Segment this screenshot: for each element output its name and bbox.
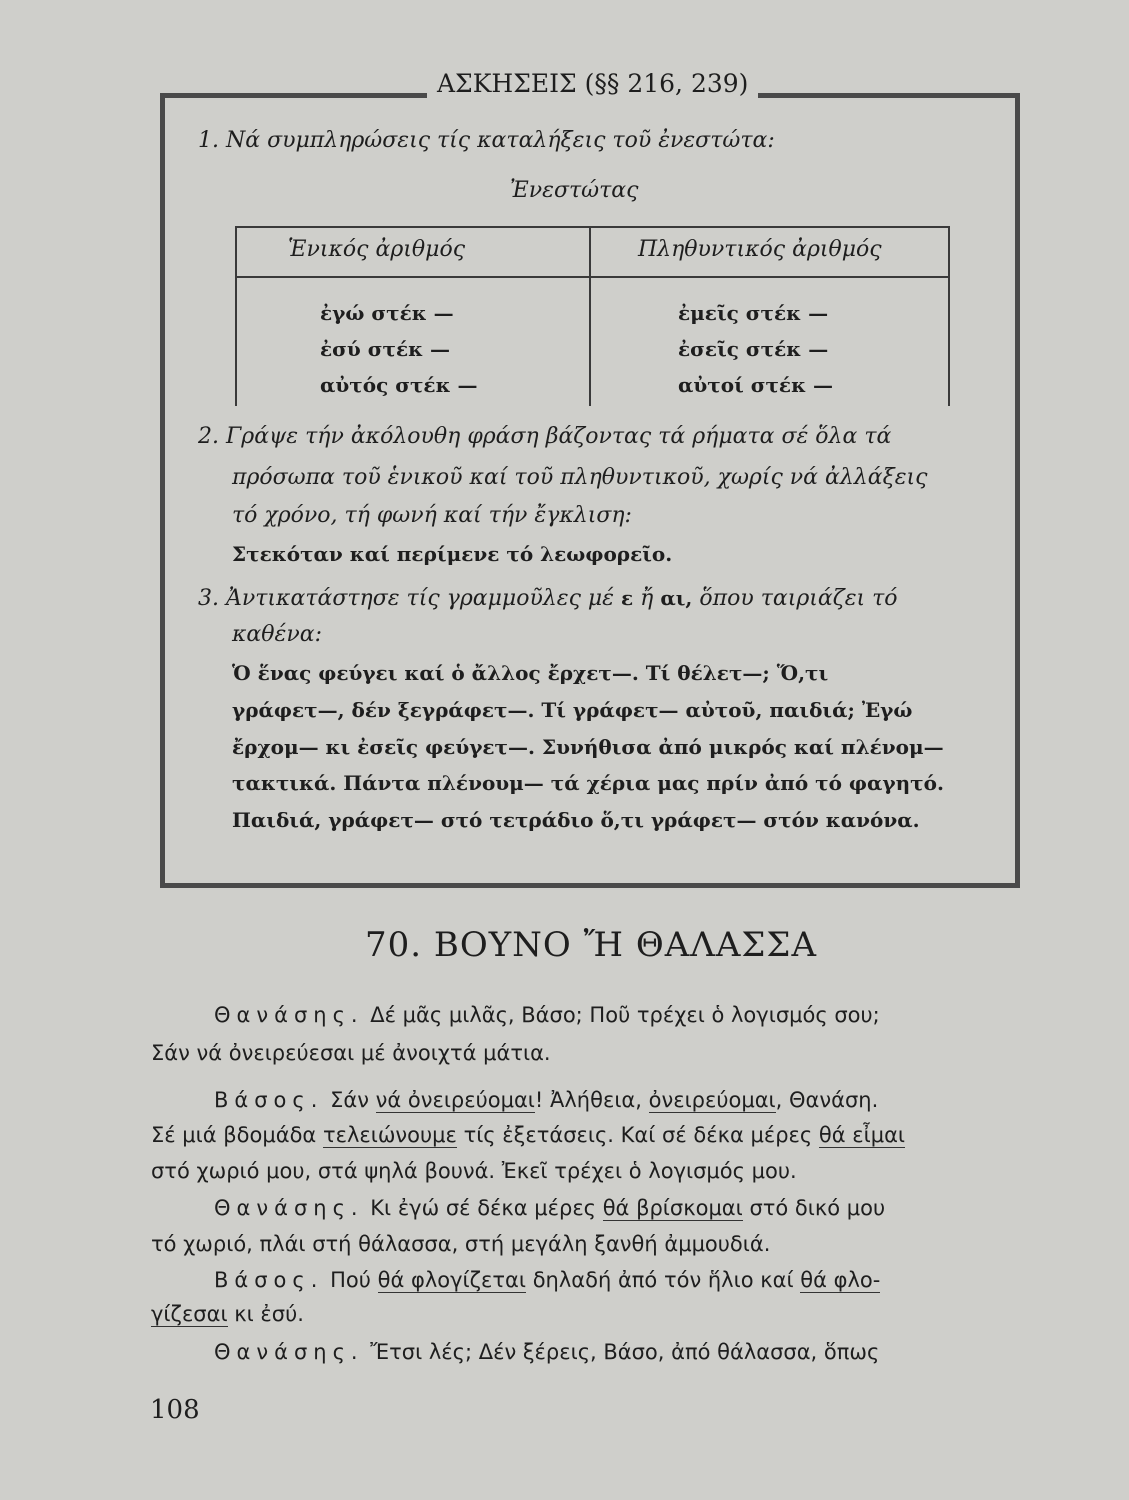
q2-sentence: Στεκόταν καί περίμενε τό λεωφορεῖο. — [232, 542, 673, 566]
dialogue-line: Βάσος. Πού θά φλογίζεται δηλαδή ἀπό τόν ἥλιο καί θά φλο- — [214, 1268, 881, 1292]
q2-number: 2. — [198, 424, 219, 449]
dialogue-line: Σάν νά ὀνειρεύεσαι μέ ἀνοιχτά μάτια. — [151, 1041, 551, 1065]
underlined-verb: νά ὀνειρεύομαι — [375, 1088, 535, 1112]
underlined-verb: θά βρίσκομαι — [602, 1196, 743, 1220]
q3-sentence-5: Παιδιά, γράφετ— στό τετράδιο ὅ,τι γράφετ— στόν κανόνα. — [232, 808, 920, 832]
underlined-verb: ὀνειρεύομαι — [648, 1088, 776, 1112]
q3-line-2: καθένα: — [232, 622, 322, 647]
q3-sentence-1: Ὁ ἕνας φεύγει καί ὁ ἄλλος ἔρχετ—. Τί θέλετ—; Ὅ,τι — [232, 661, 829, 685]
table-right-rule — [948, 226, 950, 406]
header-plural: Πληθυντικός ἀριθμός — [638, 237, 882, 262]
table-top-rule — [235, 226, 950, 228]
exercise-frame — [160, 93, 1020, 888]
table-header-rule — [235, 276, 950, 278]
q3-sentence-2: γράφετ—, δέν ξεγράφετ—. Τί γράφετ— αὐτοῦ, παιδιά; Ἐγώ — [232, 698, 913, 722]
table-left-rule — [235, 226, 237, 406]
exercises-title: ΑΣΚΗΣΕΙΣ (§§ 216, 239) — [427, 64, 758, 104]
lesson-title: 70. ΒΟΥΝΟ Ἤ ΘΑΛΑΣΣΑ — [365, 925, 818, 965]
plural-row-2: ἐσεῖς στέκ — — [678, 337, 829, 361]
dialogue-line: Θανάσης. Δέ μᾶς μιλᾶς, Βάσο; Ποῦ τρέχει ὁ λογισμός σου; — [214, 1003, 880, 1027]
dialogue-line: γίζεσαι κι ἐσύ. — [151, 1302, 304, 1326]
dialogue-line: τό χωριό, πλάι στή θάλασσα, στή μεγάλη ξανθή ἀμμουδιά. — [151, 1232, 771, 1256]
q3-sentence-3: ἔρχομ— κι ἐσεῖς φεύγετ—. Συνήθισα ἀπό μικρός καί πλένομ— — [232, 735, 944, 759]
underlined-verb: τελειώνουμε — [322, 1123, 457, 1147]
speaker-vasos: Βάσος. — [214, 1268, 324, 1292]
singular-row-3: αὐτός στέκ — — [320, 373, 478, 397]
q2-line-3: τό χρόνο, τή φωνή καί τήν ἔγκλιση: — [232, 503, 632, 528]
singular-row-1: ἐγώ στέκ — — [320, 301, 454, 325]
q1-text: Νά συμπληρώσεις τίς καταλήξεις τοῦ ἐνεστώτα: — [226, 128, 775, 153]
speaker-thanasis: Θανάσης. — [214, 1340, 364, 1364]
underlined-verb: θά φλο- — [800, 1268, 881, 1292]
plural-row-1: ἐμεῖς στέκ — — [678, 301, 829, 325]
header-singular: Ἑνικός ἀριθμός — [288, 237, 466, 262]
dialogue-line: στό χωριό μου, στά ψηλά βουνά. Ἐκεῖ τρέχει ὁ λογισμός μου. — [151, 1159, 797, 1183]
q3-line-1: 3. Ἀντικατάστησε τίς γραμμοῦλες μέ ε ἤ αι, ὅπου ταιριάζει τό — [198, 586, 898, 611]
page-number: 108 — [150, 1395, 200, 1425]
q1-instruction — [198, 128, 775, 153]
table-title: Ἐνεστώτας — [510, 178, 639, 203]
q2-line-1: 2. Γράψε τήν ἀκόλουθη φράση βάζοντας τά ρήματα σέ ὅλα τά — [198, 424, 892, 449]
dialogue-line: Θανάσης. Ἔτσι λές; Δέν ξέρεις, Βάσο, ἀπό θάλασσα, ὅπως — [214, 1340, 880, 1364]
underlined-verb: θά εἶμαι — [818, 1123, 906, 1147]
singular-row-2: ἐσύ στέκ — — [320, 337, 451, 361]
q3-sentence-4: τακτικά. Πάντα πλένουμ— τά χέρια μας πρίν ἀπό τό φαγητό. — [232, 771, 944, 795]
speaker-thanasis: Θανάσης. — [214, 1003, 364, 1027]
underlined-verb: θά φλογίζεται — [377, 1268, 526, 1292]
dialogue-line: Βάσος. Σάν νά ὀνειρεύομαι! Ἀλήθεια, ὀνειρεύομαι, Θανάση. — [214, 1088, 879, 1112]
table-center-rule — [589, 226, 591, 406]
q3-number: 3. — [198, 586, 219, 611]
speaker-thanasis: Θανάσης. — [214, 1196, 364, 1220]
plural-row-3: αὐτοί στέκ — — [678, 373, 834, 397]
dialogue-line: Θανάσης. Κι ἐγώ σέ δέκα μέρες θά βρίσκομαι στό δικό μου — [214, 1196, 886, 1220]
q2-line-2: πρόσωπα τοῦ ἑνικοῦ καί τοῦ πληθυντικοῦ, χωρίς νά ἀλλάξεις — [232, 465, 928, 490]
underlined-verb: γίζεσαι — [151, 1302, 228, 1326]
speaker-vasos: Βάσος. — [214, 1088, 324, 1112]
dialogue-line: Σέ μιά βδομάδα τελειώνουμε τίς ἐξετάσεις. Καί σέ δέκα μέρες θά εἶμαι — [151, 1123, 906, 1147]
q1-number: 1. — [198, 128, 219, 153]
